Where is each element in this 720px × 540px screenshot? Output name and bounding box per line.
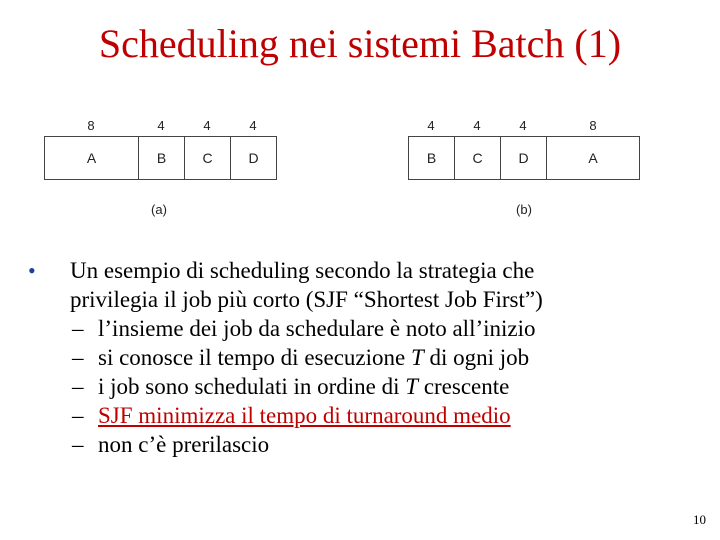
job-time-label: 8 xyxy=(589,118,597,133)
sub-bullet-text: si conosce il tempo di esecuzione xyxy=(98,345,411,370)
sub-bullet-text: l’insieme dei job da schedulare è noto all’inizio xyxy=(98,316,536,341)
highlighted-sub-bullet-text: SJF minimizza il tempo di turnaround medio xyxy=(98,403,511,428)
variable-t: T xyxy=(410,345,424,370)
sub-bullet xyxy=(28,343,678,372)
job-time-label: 4 xyxy=(249,118,257,133)
job-cell: D xyxy=(500,136,547,180)
job-cell: A xyxy=(44,136,139,180)
job-time-label: 4 xyxy=(157,118,165,133)
job-cell: B xyxy=(138,136,185,180)
job-time-label: 4 xyxy=(203,118,211,133)
dash-icon: – xyxy=(72,403,84,428)
sub-bullet xyxy=(28,314,678,343)
main-bullet xyxy=(28,256,678,314)
sub-bullet-text: non c’è prerilascio xyxy=(98,432,270,457)
main-bullet-line: Un esempio di scheduling secondo la strategia che xyxy=(70,258,535,283)
job-cell: C xyxy=(184,136,231,180)
job-time-label: 4 xyxy=(427,118,435,133)
bullet-dot-icon: • xyxy=(28,258,36,283)
diagram-b xyxy=(408,118,640,218)
sub-bullet xyxy=(28,372,678,401)
dash-icon: – xyxy=(72,432,84,457)
dash-icon: – xyxy=(72,316,84,341)
job-cell: C xyxy=(454,136,501,180)
sub-bullet-text: i job sono schedulati in ordine di xyxy=(98,374,406,399)
variable-t: T xyxy=(405,374,419,399)
job-cell: A xyxy=(546,136,640,180)
slide-title: Scheduling nei sistemi Batch (1) xyxy=(98,21,622,66)
main-bullet-line: privilegia il job più corto (SJF “Shortest Job First”) xyxy=(70,287,543,312)
bullet-list xyxy=(28,256,678,459)
dash-icon: – xyxy=(72,374,84,399)
dash-icon: – xyxy=(72,345,84,370)
job-cell: D xyxy=(230,136,277,180)
diagram-caption: (b) xyxy=(516,202,532,217)
diagram-caption: (a) xyxy=(151,202,167,217)
sub-bullet-text: crescente xyxy=(418,374,510,399)
page-number: 10 xyxy=(693,512,706,527)
job-time-label: 8 xyxy=(87,118,95,133)
sub-bullet xyxy=(28,430,678,459)
job-time-label: 4 xyxy=(473,118,481,133)
sub-bullet-text: di ogni job xyxy=(423,345,530,370)
sub-bullet xyxy=(28,401,678,430)
diagram-a xyxy=(44,118,278,218)
job-cell: B xyxy=(408,136,455,180)
job-time-label: 4 xyxy=(519,118,527,133)
